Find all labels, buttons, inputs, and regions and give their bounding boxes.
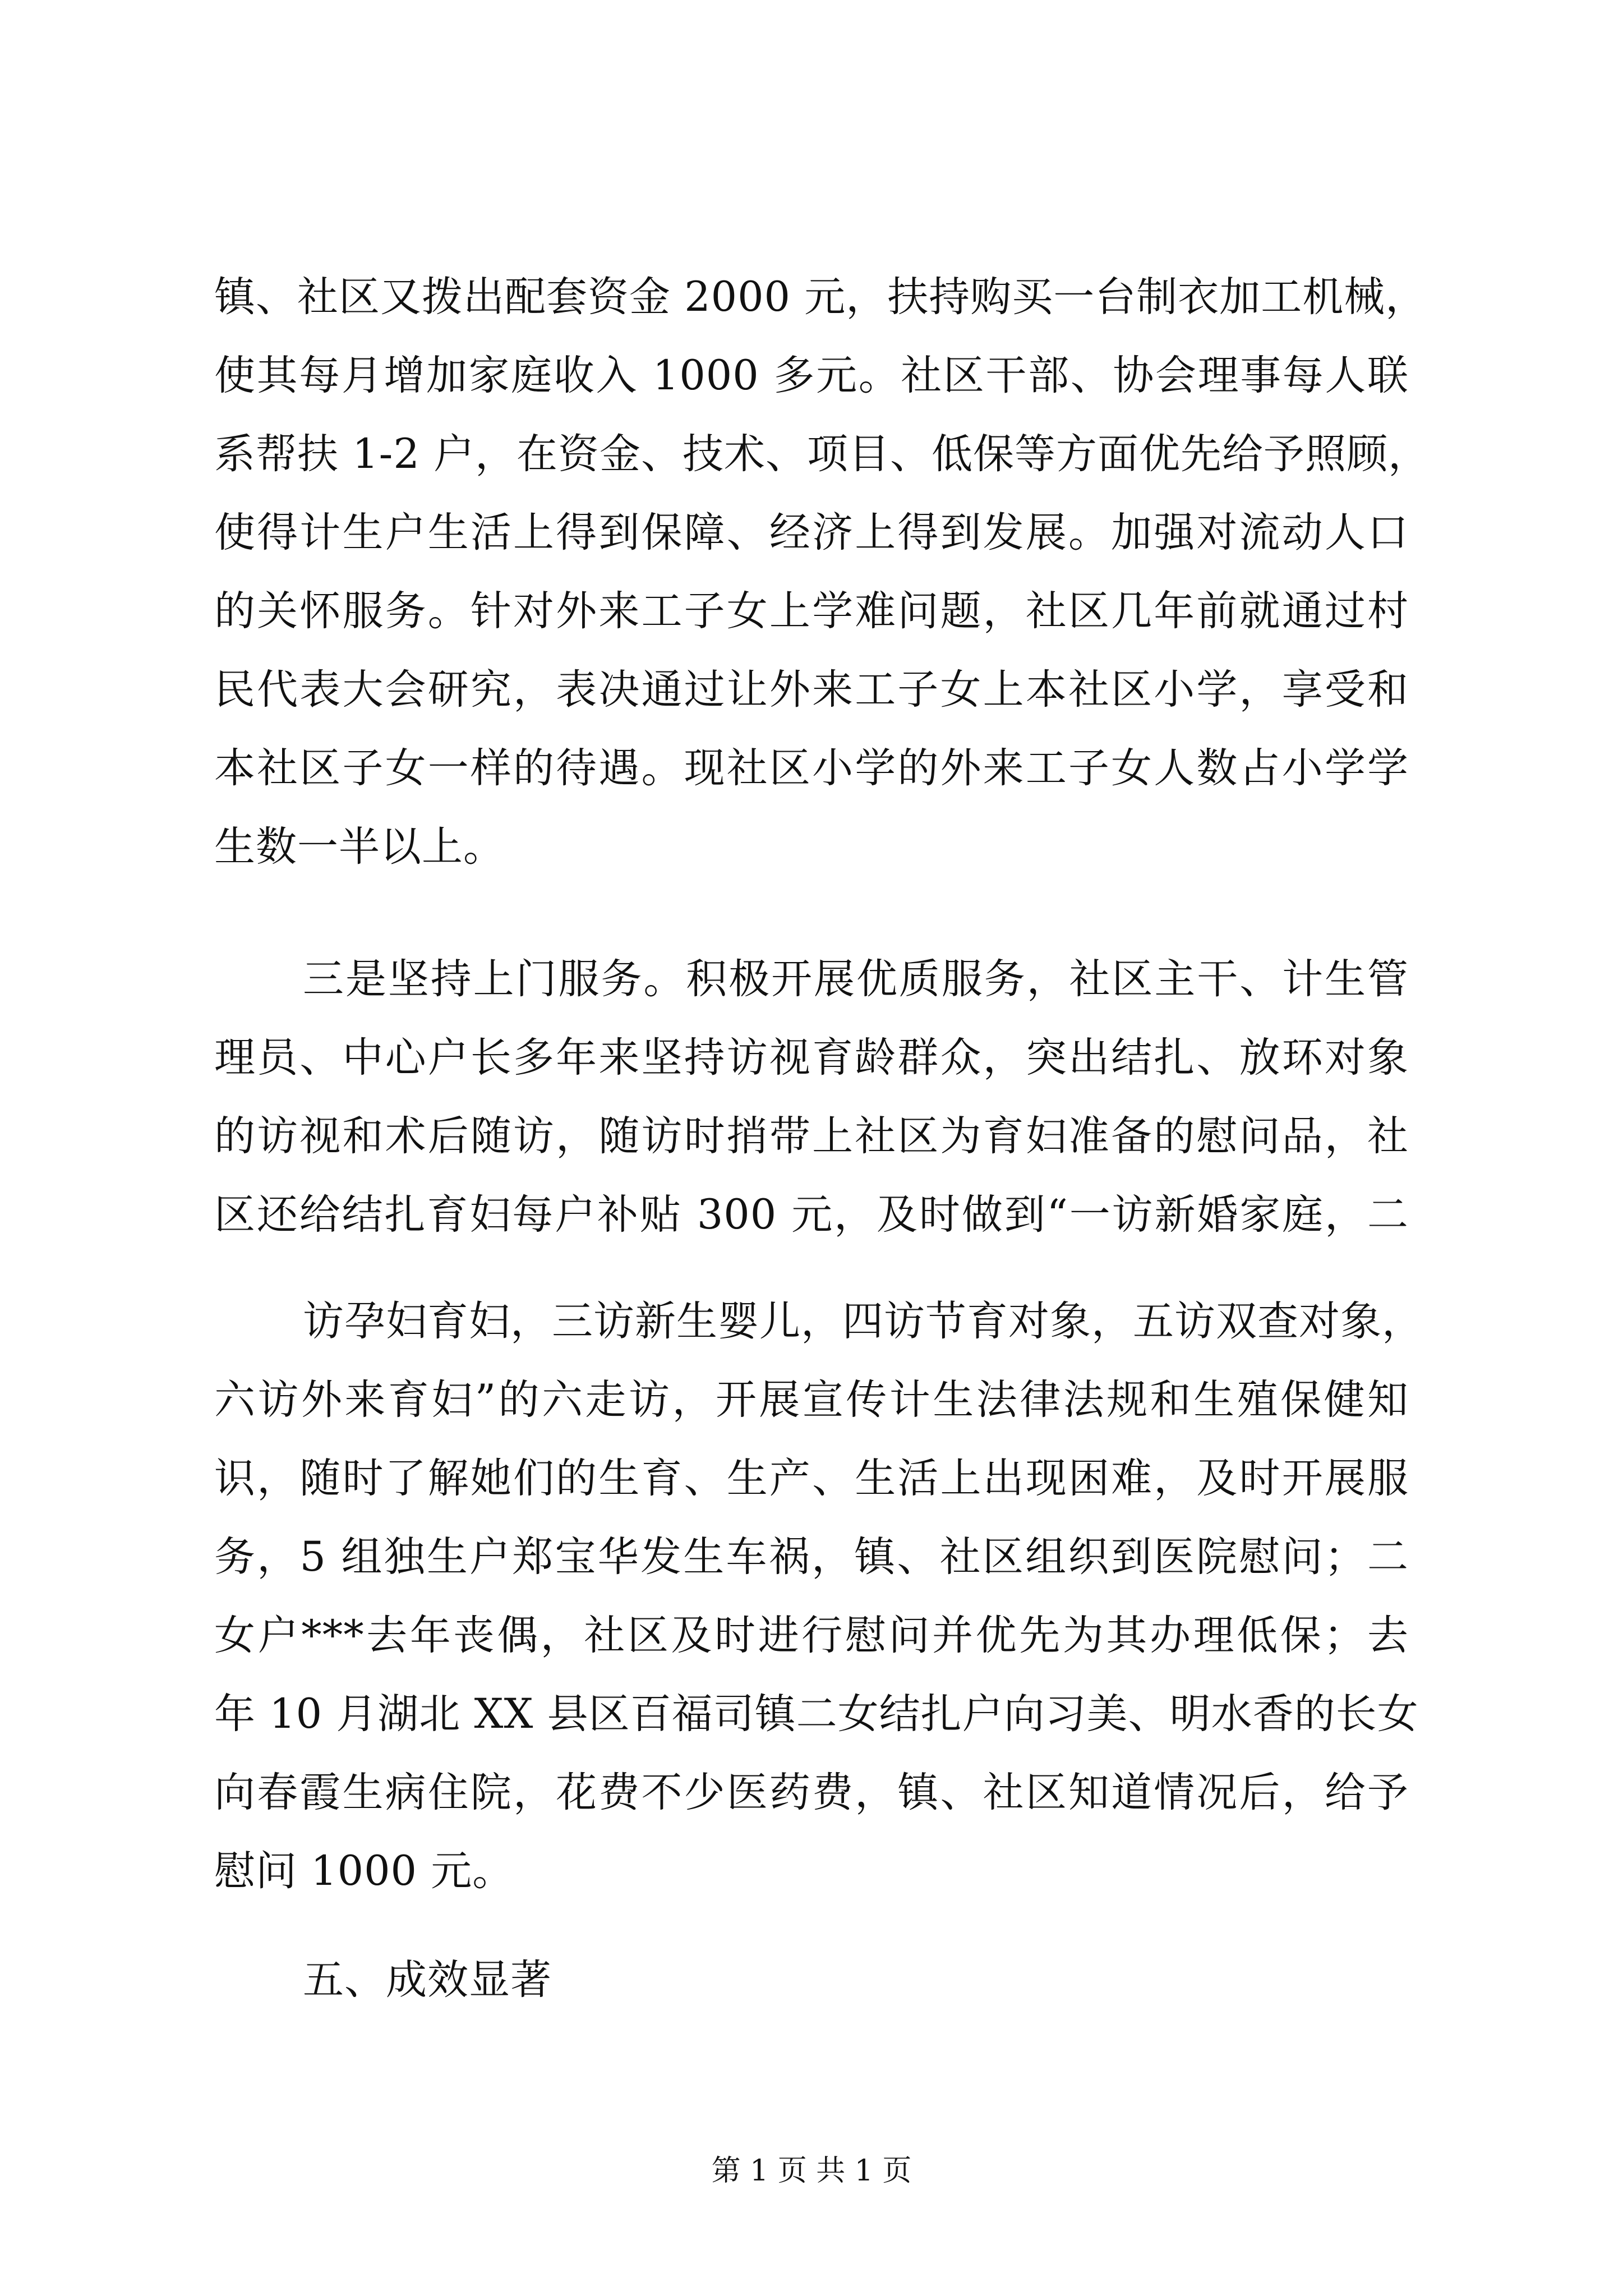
text-line: 务，5 组独生户郑宝华发生车祸，镇、社区组织到医院慰问；二 [214, 1533, 1409, 1581]
paragraph-3 [214, 1282, 1423, 1911]
paragraph-2 [214, 940, 1409, 1254]
text-line: 访孕妇育妇，三访新生婴儿，四访节育对象，五访双查对象， [303, 1297, 1423, 1345]
text-line: 使得计生户生活上得到保障、经济上得到发展。加强对流动人口 [214, 509, 1409, 556]
text-line: 年 10 月湖北 XX 县区百福司镇二女结扎户向习美、明水香的长女 [214, 1690, 1419, 1738]
text-line: 系帮扶 1-2 户，在资金、技术、项目、低保等方面优先给予照顾， [214, 430, 1430, 478]
text-line: 女户***去年丧偶，社区及时进行慰问并优先为其办理低保；去 [214, 1612, 1409, 1659]
text-line: 的访视和术后随访，随访时捎带上社区为育妇准备的慰问品，社 [214, 1112, 1409, 1160]
text-line: 民代表大会研究，表决通过让外来工子女上本社区小学，享受和 [214, 666, 1409, 714]
text-line: 三是坚持上门服务。积极开展优质服务，社区主干、计生管 [303, 955, 1409, 1003]
text-line: 的关怀服务。针对外来工子女上学难问题，社区几年前就通过村 [214, 587, 1409, 635]
paragraph-1 [214, 258, 1430, 886]
text-line: 六访外来育妇”的六走访，开展宣传计生法律法规和生殖保健知 [214, 1376, 1409, 1424]
text-line: 慰问 1000 元。 [214, 1847, 514, 1895]
text-line: 识，随时了解她们的生育、生产、生活上出现困难，及时开展服 [214, 1455, 1409, 1502]
text-line: 使其每月增加家庭收入 1000 多元。社区干部、协会理事每人联 [214, 352, 1409, 399]
section-heading: 五、成效显著 [303, 1956, 552, 2004]
text-line: 镇、社区又拨出配套资金 2000 元，扶持购买一台制衣加工机械， [214, 273, 1427, 321]
text-line: 向春霞生病住院，花费不少医药费，镇、社区知道情况后，给予 [214, 1769, 1409, 1816]
text-line: 生数一半以上。 [214, 823, 505, 871]
text-line: 理员、中心户长多年来坚持访视育龄群众，突出结扎、放环对象 [214, 1034, 1409, 1082]
page-footer: 第 1 页 共 1 页 [711, 2154, 912, 2188]
text-line: 区还给结扎育妇每户补贴 300 元，及时做到“一访新婚家庭，二 [214, 1191, 1409, 1239]
text-line: 本社区子女一样的待遇。现社区小学的外来工子女人数占小学学 [214, 744, 1409, 792]
